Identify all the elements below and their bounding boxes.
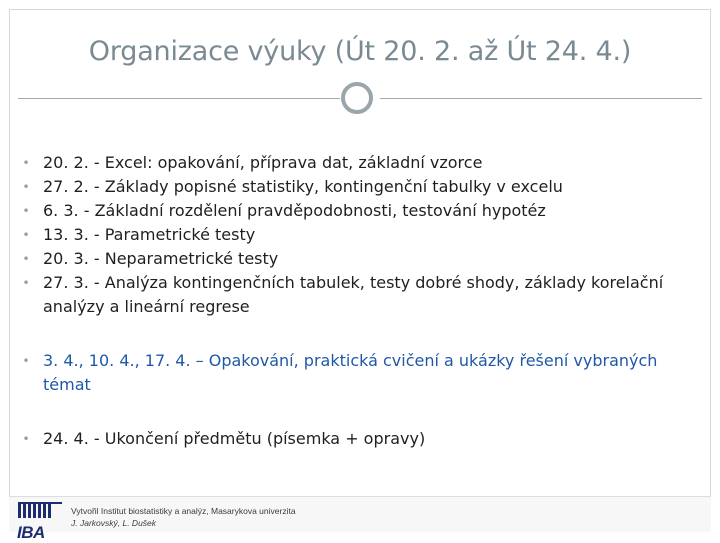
- agenda-spacer: [18, 319, 698, 349]
- agenda-item: [18, 223, 698, 247]
- circle-ornament-icon: [341, 82, 373, 114]
- agenda-item: [18, 151, 698, 175]
- agenda-spacer: [18, 397, 698, 427]
- agenda-item: [18, 175, 698, 199]
- agenda-item-final: [18, 427, 698, 451]
- agenda-item-text: 6. 3. - Základní rozdělení pravděpodobnosti, testování hypotéz: [43, 201, 546, 220]
- slide-title: Organizace výuky (Út 20. 2. až Út 24. 4.): [88, 36, 632, 67]
- agenda-item-review: [18, 349, 698, 397]
- agenda-item-text: 24. 4. - Ukončení předmětu (písemka + opravy): [43, 429, 426, 448]
- agenda-item-text: 13. 3. - Parametrické testy: [43, 225, 256, 244]
- agenda-item: [18, 199, 698, 223]
- footer: [9, 496, 711, 542]
- agenda-item-text: 20. 3. - Neparametrické testy: [43, 249, 279, 268]
- title-divider-left: [18, 98, 340, 99]
- agenda-list: [18, 151, 698, 451]
- title-divider-right: [380, 98, 702, 99]
- iba-logo-text: IBA: [17, 523, 45, 542]
- footer-authors: J. Jarkovský, L. Dušek: [71, 518, 157, 528]
- bullet-icon: •: [22, 156, 30, 170]
- bullet-icon: •: [22, 354, 30, 368]
- agenda-item: [18, 247, 698, 271]
- bullet-icon: •: [22, 204, 30, 218]
- bullet-icon: •: [22, 180, 30, 194]
- agenda-item-text: 3. 4., 10. 4., 17. 4. – Opakování, praktická cvičení a ukázky řešení vybraných témat: [43, 351, 658, 394]
- bullet-icon: •: [22, 432, 30, 446]
- bullet-icon: •: [22, 252, 30, 266]
- agenda-item-text: 27. 3. - Analýza kontingenčních tabulek, testy dobré shody, základy korelační analýzy a lineární regrese: [43, 273, 664, 316]
- footer-credit: Vytvořil Institut biostatistiky a analýz, Masarykova univerzita: [71, 506, 296, 516]
- agenda-item-text: 20. 2. - Excel: opakování, příprava dat, základní vzorce: [43, 153, 483, 172]
- bullet-icon: •: [22, 228, 30, 242]
- agenda-item: [18, 271, 698, 319]
- bullet-icon: •: [22, 276, 30, 290]
- agenda-item-text: 27. 2. - Základy popisné statistiky, kontingenční tabulky v excelu: [43, 177, 563, 196]
